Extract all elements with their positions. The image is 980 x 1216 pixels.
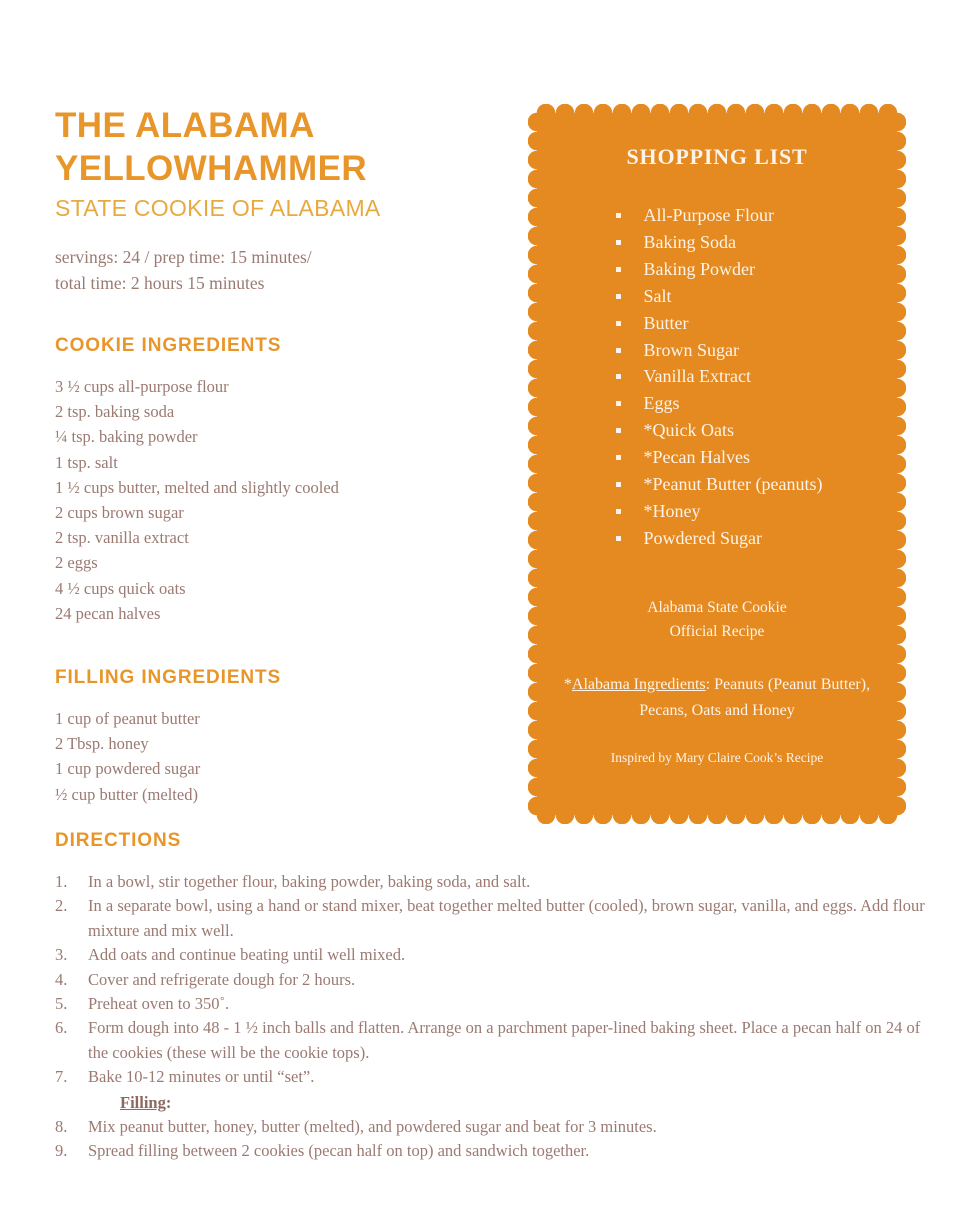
list-item: In a bowl, stir together flour, baking powder, baking soda, and salt. — [88, 872, 531, 891]
list-item: Spread filling between 2 cookies (pecan half on top) and sandwich together. — [88, 1141, 590, 1161]
cookie-ingredients-list — [55, 374, 505, 626]
filling-subheading — [120, 1091, 930, 1115]
list-item: Brown Sugar — [612, 337, 823, 364]
filling-label: Filling — [120, 1092, 166, 1112]
filling-ingredients-list — [55, 706, 505, 807]
directions-section — [55, 830, 930, 1164]
step-text: Bake 10-12 minutes or until “set”. — [88, 1067, 315, 1087]
shopping-list-items — [612, 202, 823, 552]
cookie-ingredients-heading: COOKIE INGREDIENTS — [55, 335, 282, 356]
list-item: All-Purpose Flour — [612, 202, 823, 229]
list-item: 1 cup powdered sugar — [55, 759, 201, 779]
list-item: 2 tsp. baking soda — [55, 402, 175, 422]
list-item: 1 ½ cups butter, melted and slightly cooled — [55, 477, 339, 497]
filling-colon: : — [165, 1092, 172, 1112]
shopping-list-panel — [528, 104, 906, 824]
list-item: 2 tsp. vanilla extract — [55, 528, 189, 548]
official-recipe-note — [552, 596, 882, 644]
list-item: 2 eggs — [55, 553, 98, 573]
note-line-2: Official Recipe — [669, 622, 765, 640]
list-item — [84, 1065, 930, 1115]
list-item: *Quick Oats — [612, 417, 823, 444]
list-item: In a separate bowl, using a hand or stand mixer, beat together melted butter (cooled), brown sugar, vanilla, and eggs. Add flour mixture and mix well. — [88, 896, 925, 940]
list-item: 1 tsp. salt — [55, 452, 118, 472]
list-item: Powdered Sugar — [612, 525, 823, 552]
list-item: 24 pecan halves — [55, 603, 161, 623]
list-item: 2 Tbsp. honey — [55, 734, 149, 754]
list-item: *Honey — [612, 498, 823, 525]
list-item: Baking Soda — [612, 229, 823, 256]
recipe-credit: Inspired by Mary Claire Cook’s Recipe — [610, 749, 824, 765]
list-item: Vanilla Extract — [612, 363, 823, 390]
shopping-list-title: SHOPPING LIST — [626, 144, 808, 169]
meta-servings-prep: servings: 24 / prep time: 15 minutes/ — [55, 247, 312, 267]
list-item: *Pecan Halves — [612, 444, 823, 471]
directions-list — [55, 870, 930, 1164]
filling-ingredients-heading: FILLING INGREDIENTS — [55, 667, 282, 689]
list-item: *Peanut Butter (peanuts) — [612, 471, 823, 498]
recipe-left-column — [55, 104, 505, 807]
alabama-ingredients-note — [552, 672, 882, 724]
list-item: ¼ tsp. baking powder — [55, 427, 198, 447]
list-item: Add oats and continue beating until well mixed. — [88, 945, 406, 965]
list-item: Preheat oven to 350˚. — [88, 994, 230, 1014]
note-line-1: Alabama State Cookie — [647, 598, 787, 616]
list-item: Mix peanut butter, honey, butter (melted), and powdered sugar and beat for 3 minutes. — [88, 1117, 657, 1137]
directions-heading: DIRECTIONS — [55, 830, 182, 851]
list-item: Baking Powder — [612, 256, 823, 283]
list-item: 4 ½ cups quick oats — [55, 578, 186, 598]
list-item: 3 ½ cups all-purpose flour — [55, 377, 229, 396]
list-item: Cover and refrigerate dough for 2 hours. — [88, 969, 356, 989]
list-item: Salt — [612, 283, 823, 310]
page-subtitle: STATE COOKIE OF ALABAMA — [55, 195, 381, 221]
meta-total-time: total time: 2 hours 15 minutes — [55, 273, 265, 293]
list-item: ½ cup butter (melted) — [55, 784, 198, 804]
recipe-meta — [55, 244, 505, 296]
title-line-2: YELLOWHAMMER — [55, 149, 367, 188]
list-item: Form dough into 48 - 1 ½ inch balls and flatten. Arrange on a parchment paper-lined baking sheet. Place a pecan half on 24 of the cookies (these will be the cookie tops). — [88, 1018, 921, 1062]
alabama-ingredients-label: Alabama Ingredients — [571, 675, 706, 693]
list-item: 2 cups brown sugar — [55, 503, 184, 523]
shopping-panel-content — [528, 104, 906, 824]
asterisk-marker: * — [563, 675, 572, 693]
title-line-1: THE ALABAMA — [55, 106, 315, 145]
list-item: Butter — [612, 310, 823, 337]
alabama-ingredients-text: : Peanuts (Peanut Butter), Pecans, Oats and Honey — [639, 675, 871, 719]
page-title — [55, 104, 505, 224]
list-item: Eggs — [612, 390, 823, 417]
list-item: 1 cup of peanut butter — [55, 709, 200, 729]
